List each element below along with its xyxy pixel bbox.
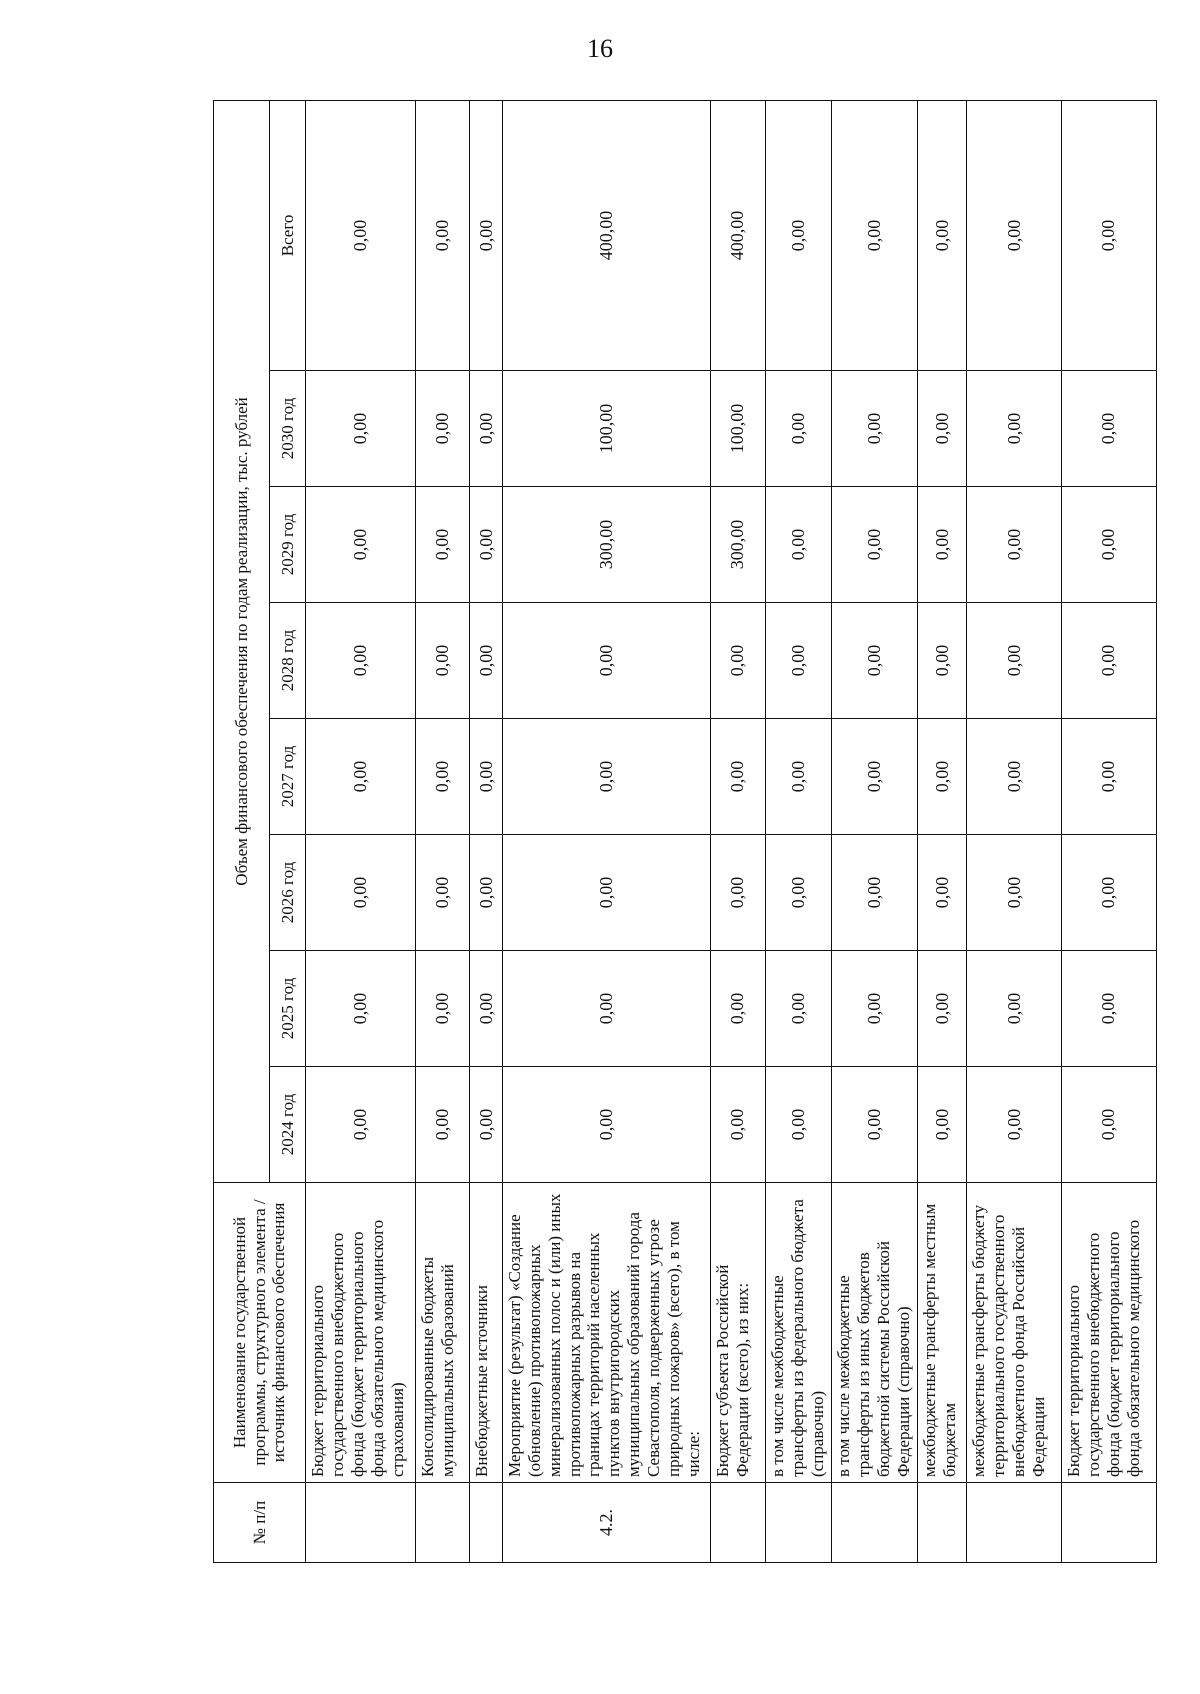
row-number: 4.2. [502,1483,710,1563]
table-row [831,100,917,1562]
row-value: 100,00 [502,371,710,487]
row-value: 0,00 [967,487,1062,603]
row-name: Бюджет территориального государственного внебюджетного фонда (бюджет территориального фонда обязательного медицинского [1062,1183,1157,1483]
row-value: 0,00 [831,951,917,1067]
row-value: 0,00 [765,1067,831,1183]
row-value: 0,00 [765,487,831,603]
row-value: 0,00 [967,835,1062,951]
row-value: 0,00 [306,371,416,487]
row-value: 0,00 [710,603,765,719]
row-value: 0,00 [831,603,917,719]
row-name: Мероприятие (результат) «Создание (обновление) противопожарных минерализованных полос и (или) иных противопожарных разрывов на границах территорий населенных пунктов внутригородских муниципальных образований города Севастополя, подверженных угрозе природных пожаров» (всего), в том числе: [502,1183,710,1483]
row-name: Консолидированные бюджеты муниципальных образований [416,1183,470,1483]
row-number [765,1483,831,1563]
row-value: 0,00 [502,951,710,1067]
row-name: в том числе межбюджетные трансферты из иных бюджетов бюджетной системы Российской Федерации (справочно) [831,1183,917,1483]
row-value: 0,00 [967,1067,1062,1183]
row-value: 0,00 [1062,835,1157,951]
row-value: 0,00 [416,603,470,719]
row-total: 0,00 [918,100,967,370]
row-value: 0,00 [502,1067,710,1183]
row-value: 0,00 [416,1067,470,1183]
row-value: 0,00 [765,835,831,951]
row-value: 300,00 [502,487,710,603]
row-value: 0,00 [306,835,416,951]
row-name: в том числе межбюджетные трансферты из федерального бюджета (справочно) [765,1183,831,1483]
row-total: 0,00 [416,100,470,370]
table-row [306,100,416,1562]
row-name: межбюджетные трансферты местным бюджетам [918,1183,967,1483]
row-value: 0,00 [1062,371,1157,487]
row-number [1062,1483,1157,1563]
table-row [765,100,831,1562]
page-number: 16 [587,34,613,63]
row-total: 0,00 [831,100,917,370]
row-value: 0,00 [765,371,831,487]
row-number [967,1483,1062,1563]
row-total: 400,00 [710,100,765,370]
table-row [470,100,503,1562]
row-value: 0,00 [967,371,1062,487]
table-row [918,100,967,1562]
header-year: 2025 год [270,951,306,1067]
row-value: 0,00 [416,371,470,487]
header-year: 2027 год [270,719,306,835]
header-volume: Объем финансового обеспечения по годам реализации, тыс. рублей [214,100,270,1182]
row-value: 0,00 [918,603,967,719]
header-total: Всего [270,100,306,370]
row-value: 0,00 [831,719,917,835]
row-value: 0,00 [710,835,765,951]
row-value: 300,00 [710,487,765,603]
table-row [710,100,765,1562]
row-value: 0,00 [416,951,470,1067]
row-value: 0,00 [765,719,831,835]
row-value: 0,00 [710,951,765,1067]
row-value: 0,00 [416,487,470,603]
header-year: 2030 год [270,371,306,487]
row-value: 0,00 [470,951,503,1067]
row-value: 0,00 [918,487,967,603]
row-value: 0,00 [306,603,416,719]
rotated-table-container [213,101,1157,1563]
row-value: 0,00 [1062,719,1157,835]
row-value: 0,00 [1062,951,1157,1067]
row-value: 0,00 [470,603,503,719]
row-value: 0,00 [306,719,416,835]
table-row [1062,100,1157,1562]
row-value: 0,00 [918,719,967,835]
row-number [470,1483,503,1563]
row-value: 0,00 [967,719,1062,835]
row-value: 0,00 [765,951,831,1067]
row-value: 0,00 [918,1067,967,1183]
row-value: 0,00 [967,603,1062,719]
table-row [502,100,710,1562]
row-number [831,1483,917,1563]
row-number [416,1483,470,1563]
header-year: 2026 год [270,835,306,951]
header-year: 2024 год [270,1067,306,1183]
header-name: Наименование государственной программы, структурного элемента / источник финансового обеспечения [214,1183,306,1483]
row-value: 0,00 [502,603,710,719]
row-value: 100,00 [710,371,765,487]
row-value: 0,00 [831,1067,917,1183]
row-value: 0,00 [306,487,416,603]
header-year: 2029 год [270,487,306,603]
row-value: 0,00 [710,719,765,835]
row-value: 0,00 [918,951,967,1067]
row-value: 0,00 [416,835,470,951]
row-value: 0,00 [710,1067,765,1183]
row-total: 0,00 [967,100,1062,370]
row-value: 0,00 [470,719,503,835]
row-value: 0,00 [416,719,470,835]
row-value: 0,00 [918,835,967,951]
row-name: межбюджетные трансферты бюджету территориального государственного внебюджетного фонда Российской Федерации [967,1183,1062,1483]
row-value: 0,00 [1062,1067,1157,1183]
row-value: 0,00 [502,719,710,835]
row-total: 0,00 [306,100,416,370]
table-row [967,100,1062,1562]
row-total: 0,00 [470,100,503,370]
row-value: 0,00 [470,487,503,603]
row-value: 0,00 [502,835,710,951]
row-number [710,1483,765,1563]
row-name: Внебюджетные источники [470,1183,503,1483]
financing-table [213,100,1157,1563]
row-value: 0,00 [306,1067,416,1183]
row-value: 0,00 [470,371,503,487]
table-row [416,100,470,1562]
row-value: 0,00 [918,371,967,487]
row-name: Бюджет территориального государственного внебюджетного фонда (бюджет территориального фонда обязательного медицинского страхования) [306,1183,416,1483]
row-value: 0,00 [470,1067,503,1183]
row-name: Бюджет субъекта Российской Федерации (всего), из них: [710,1183,765,1483]
row-total: 400,00 [502,100,710,370]
row-value: 0,00 [831,835,917,951]
row-value: 0,00 [831,371,917,487]
row-value: 0,00 [306,951,416,1067]
row-total: 0,00 [765,100,831,370]
row-value: 0,00 [470,835,503,951]
row-total: 0,00 [1062,100,1157,370]
row-number [306,1483,416,1563]
row-value: 0,00 [1062,487,1157,603]
row-value: 0,00 [765,603,831,719]
header-no: № п/п [214,1483,306,1563]
row-value: 0,00 [831,487,917,603]
row-value: 0,00 [1062,603,1157,719]
row-value: 0,00 [967,951,1062,1067]
row-number [918,1483,967,1563]
header-year: 2028 год [270,603,306,719]
